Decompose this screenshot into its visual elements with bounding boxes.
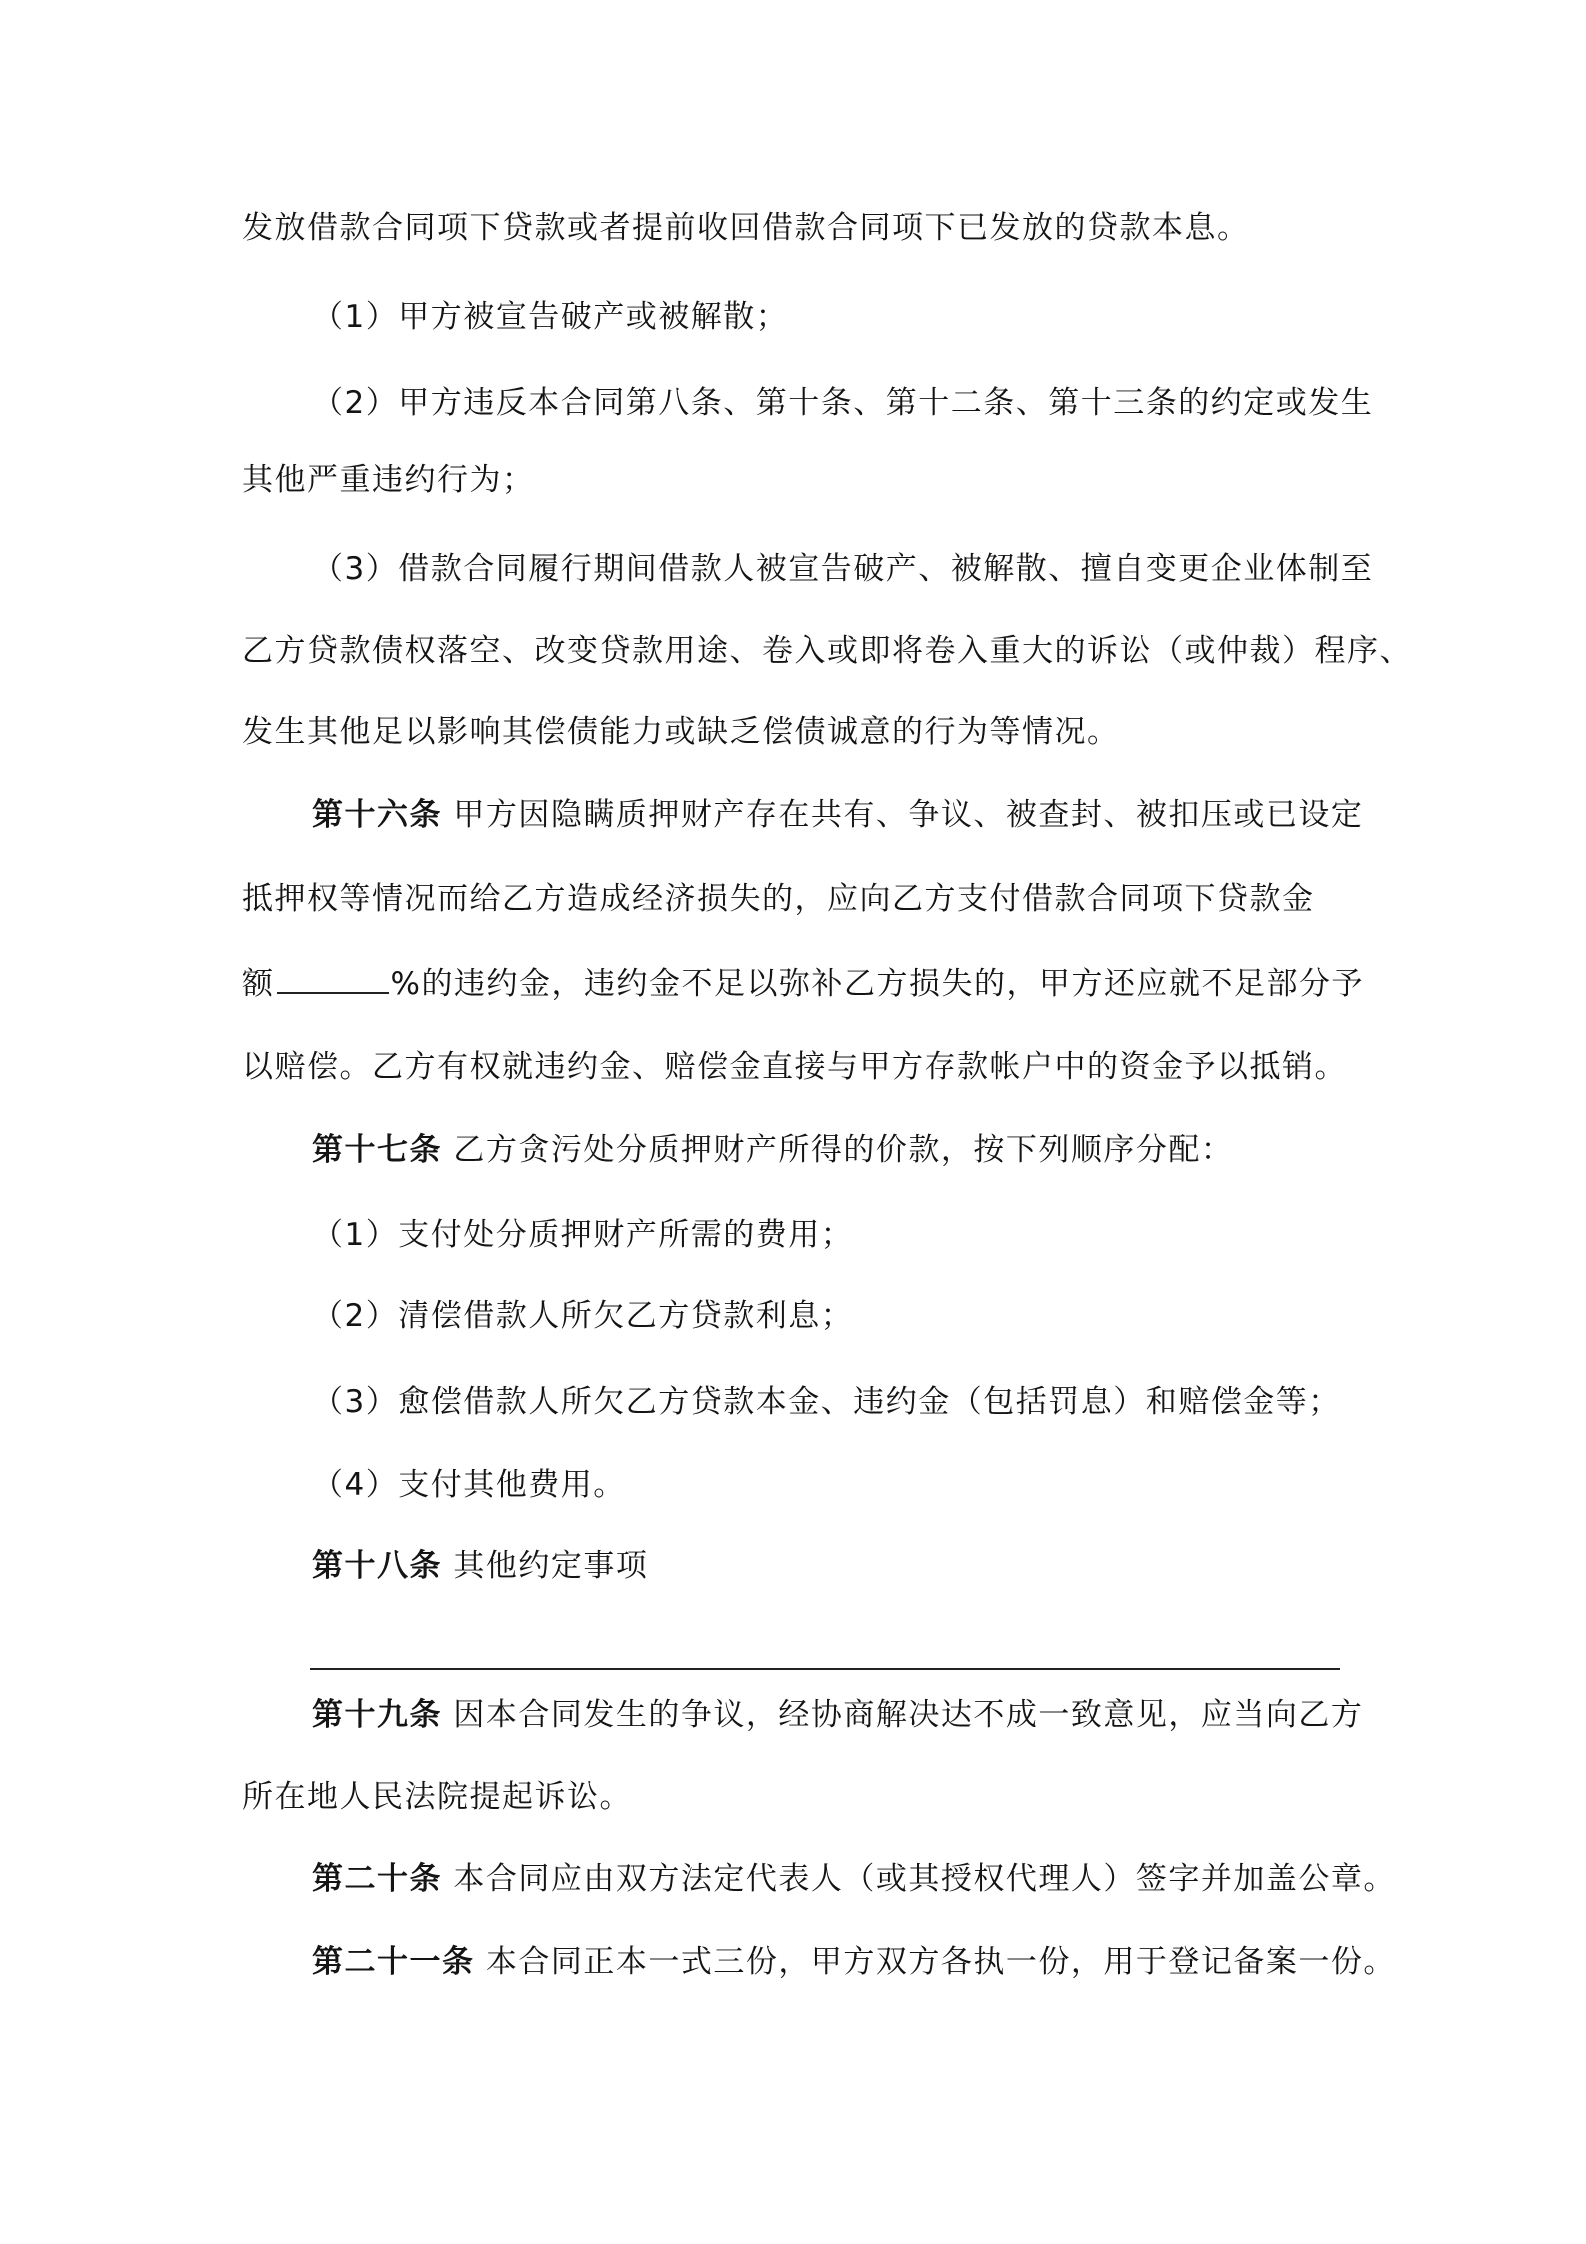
text-line: 发生其他足以影响其偿债能力或缺乏偿债诚意的行为等情况。	[242, 714, 1120, 750]
list-item: （1）支付处分质押财产所需的费用；	[312, 1217, 854, 1253]
article-text: 甲方因隐瞒质押财产存在共有、争议、被查封、被扣压或已设定	[453, 797, 1364, 833]
list-item: （3）借款合同履行期间借款人被宣告破产、被解散、擅自变更企业体制至	[312, 551, 1374, 587]
article-text: 其他约定事项	[453, 1548, 649, 1584]
list-item: （1）甲方被宣告破产或被解散；	[312, 299, 789, 335]
article-text: 本合同应由双方法定代表人（或其授权代理人）签字并加盖公章。	[453, 1861, 1396, 1897]
article-text: 因本合同发生的争议，经协商解决达不成一致意见，应当向乙方	[453, 1697, 1364, 1733]
article-19-line	[312, 1693, 1363, 1737]
article-text: 本合同正本一式三份，甲方双方各执一份，用于登记备案一份。	[485, 1944, 1396, 1980]
article-heading: 第十七条	[312, 1132, 442, 1168]
article-heading: 第二十条	[312, 1861, 442, 1897]
list-item: （3）愈偿借款人所欠乙方贷款本金、违约金（包括罚息）和赔偿金等；	[312, 1384, 1341, 1420]
text-line: 其他严重违约行为；	[242, 462, 535, 498]
list-item: （2）甲方违反本合同第八条、第十条、第十二条、第十三条的约定或发生	[312, 385, 1374, 421]
fill-in-line	[310, 1668, 1340, 1670]
article-18-line	[312, 1544, 648, 1588]
text-line: 乙方贷款债权落空、改变贷款用途、卷入或即将卷入重大的诉讼（或仲裁）程序、	[242, 633, 1412, 669]
article-16-line	[312, 793, 1363, 837]
text-fragment: 额	[242, 966, 275, 1002]
article-heading: 第二十一条	[312, 1944, 475, 1980]
fill-in-blank	[277, 962, 389, 994]
text-line	[242, 962, 1364, 1006]
text-line: 以赔偿。乙方有权就违约金、赔偿金直接与甲方存款帐户中的资金予以抵销。	[242, 1049, 1347, 1085]
article-heading: 第十六条	[312, 797, 442, 833]
article-text: 乙方贪污处分质押财产所得的价款，按下列顺序分配：	[453, 1132, 1234, 1168]
article-21-line	[312, 1940, 1396, 1984]
list-item: （4）支付其他费用。	[312, 1467, 626, 1503]
article-heading: 第十九条	[312, 1697, 442, 1733]
list-item: （2）清偿借款人所欠乙方贷款利息；	[312, 1298, 854, 1334]
article-20-line	[312, 1857, 1396, 1901]
article-heading: 第十八条	[312, 1548, 442, 1584]
text-line: 所在地人民法院提起诉讼。	[242, 1779, 632, 1815]
text-fragment: %的违约金，违约金不足以弥补乙方损失的，甲方还应就不足部分予	[390, 966, 1364, 1002]
article-17-line	[312, 1128, 1233, 1172]
text-line: 抵押权等情况而给乙方造成经济损失的，应向乙方支付借款合同项下贷款金	[242, 881, 1315, 917]
text-line: 发放借款合同项下贷款或者提前收回借款合同项下已发放的贷款本息。	[242, 210, 1250, 246]
